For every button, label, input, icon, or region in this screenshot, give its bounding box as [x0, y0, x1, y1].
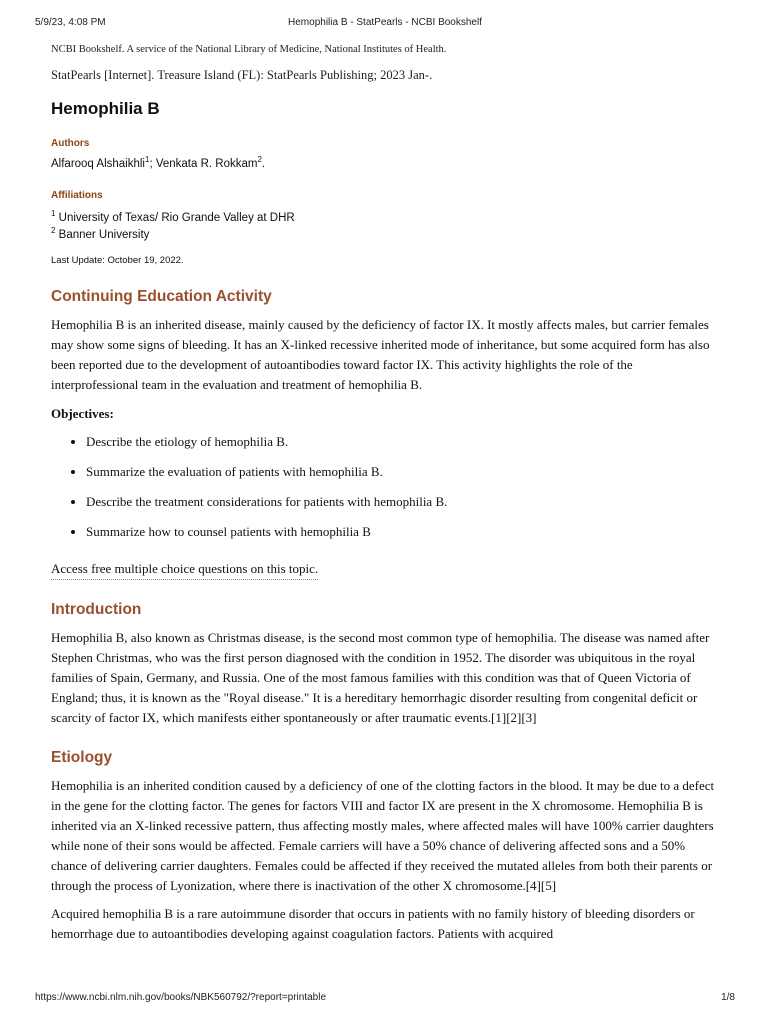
bookshelf-notice: NCBI Bookshelf. A service of the National Library of Medicine, National Institutes of Health. — [51, 44, 447, 55]
page-number: 1/8 — [721, 992, 735, 1003]
author-name[interactable]: Venkata R. Rokkam — [155, 158, 258, 170]
affiliation-text: University of Texas/ Rio Grande Valley at DHR — [58, 212, 295, 224]
print-header — [35, 17, 735, 31]
article-content — [51, 43, 721, 944]
section-heading-continuing-education: Continuing Education Activity — [51, 288, 272, 305]
page-url[interactable]: https://www.ncbi.nlm.nih.gov/books/NBK560792/?report=printable — [35, 992, 327, 1003]
affiliation-text: Banner University — [58, 229, 150, 241]
objective-item: • Describe the treatment considerations for patients with hemophilia B. — [86, 492, 721, 512]
affiliation-item — [51, 227, 721, 244]
section-heading-introduction: Introduction — [51, 601, 142, 618]
affiliation-number: 2 — [51, 226, 56, 236]
affiliation-list — [51, 210, 721, 244]
objective-item: • Summarize the evaluation of patients with hemophilia B. — [86, 462, 721, 482]
authors-label: Authors — [51, 138, 90, 149]
objective-item: • Summarize how to counsel patients with hemophilia B — [86, 522, 721, 542]
ce-paragraph: Hemophilia B is an inherited disease, mainly caused by the deficiency of factor IX. It mostly affects males, but carrier females may show some signs of bleeding. It has an X-linked recessive inherited mode of inheritance, but some acquired form has also been reported due to the development of autoantibodies toward factor IX. This activity highlights the role of the interprofessional team in the evaluation and treatment of hemophilia B. — [51, 317, 710, 392]
author-separator: . — [261, 158, 266, 170]
objectives-list — [51, 432, 721, 542]
citation: StatPearls [Internet]. Treasure Island (FL): StatPearls Publishing; 2023 Jan-. — [51, 68, 433, 82]
author-affiliation-ref: 2 — [257, 155, 262, 165]
affiliation-item — [51, 210, 721, 227]
print-datetime: 5/9/23, 4:08 PM — [35, 17, 106, 28]
affiliations-label: Affiliations — [51, 190, 103, 201]
etiology-paragraph-acquired: Acquired hemophilia B is a rare autoimmune disorder that occurs in patients with no family history of bleeding disorders or hemorrhage due to autoantibodies developing against coagulation factors. Patients with acquired — [51, 906, 695, 941]
last-update: Last Update: October 19, 2022. — [51, 255, 184, 266]
author-list — [51, 156, 721, 172]
print-footer — [35, 992, 735, 1006]
affiliation-number: 1 — [51, 209, 56, 219]
introduction-paragraph: Hemophilia B, also known as Christmas disease, is the second most common type of hemophilia. The disease was named after Stephen Christmas, who was the first person diagnosed with the condition in 1952. The disorder was ubiquitous in the royal families of Spain, Germany, and Russia. One of the most famous families with this condition was that of Queen Victoria of England; thus, it is known as the "Royal disease." It is a hereditary hemorrhagic disorder resulting from congenital deficit or scarcity of factor IX, which manifests either spontaneously or after traumatic events.[1][2][3] — [51, 630, 710, 725]
article-title: Hemophilia B — [51, 99, 160, 118]
etiology-paragraph: Hemophilia is an inherited condition caused by a deficiency of one of the clotting factors in the blood. It may be due to a defect in the gene for the clotting factor. The genes for factors VIII and factor IX are present in the X chromosome. Hemophilia B is inherited via an X-linked recessive pattern, thus affecting mostly males, where affected males will have 100% carrier daughters while none of their sons would be affected. Female carriers will have a 50% chance of delivering affected sons and a 50% chance of delivering carrier daughters. Females could be affected if they received the mutated alleles from both their parents or through the process of Lyonization, where there is inactivation of the other X chromosome.[4][5] — [51, 778, 715, 893]
objectives-label: Objectives: — [51, 406, 114, 421]
author-separator: ; — [149, 158, 156, 170]
print-page-title: Hemophilia B - StatPearls - NCBI Bookshelf — [288, 17, 482, 28]
author-name[interactable]: Alfarooq Alshaikhli — [51, 158, 145, 170]
mcq-access-link[interactable]: Access free multiple choice questions on this topic. — [51, 559, 318, 580]
author-affiliation-ref: 1 — [144, 155, 150, 165]
objective-item: • Describe the etiology of hemophilia B. — [86, 432, 721, 452]
section-heading-etiology: Etiology — [51, 749, 113, 766]
